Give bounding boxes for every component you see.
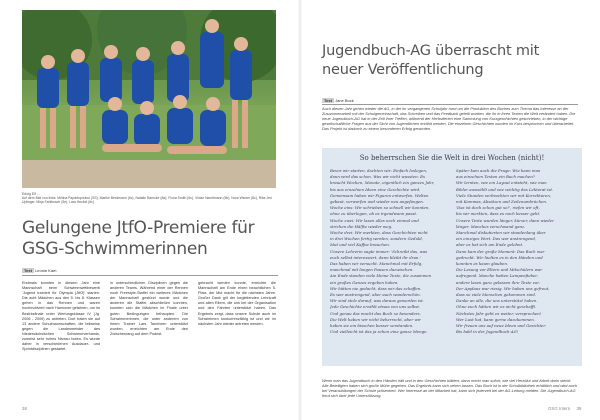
right-page-footer: [548, 406, 581, 411]
left-article-column-1: Erstmals konnten in diesem Jahr eine Mannschaft beim Schwimmwettbewerb 'Jugend trainiert für Olympia (JtfO)' starten. Die acht Mädchen aus den 5. bis 8. Klassen gehen in das Rennen und waren hochmotiviert nach Hannover gefahren, um im Bezirksfinale unter Wertungsklasse IV (Jg. 2006 - 2009) zu antreten. Dort traten sie auf 13 andere Schulmannschaften, die teilweise gegen die Landesmeister des Niedersächsischen Schwimmverbands, zumeist sehr hohes Niveau boten. Es wurde daher in verschiedenen Ausdauer- und Sprintdisziplinen gestartet.: [22, 281, 100, 352]
box-left-line: gebaut, verworfen und wieder neu angefangen.: [330, 199, 424, 205]
left-article-column-3: gebracht werden konnte, erreichte die Mannschaft am Ende einen beachtlichen 5. Platz, der Mut macht für die nächsten Jahre. Großer Dank gilt der begleitenden Lehrkraft und allen Eltern, die uns bei der Organisation und den Fahrten unterstützt haben. Das Ergebnis zeigt, dass unsere Schule auch im Schwimmen konkurrenzfähig ist und wir im nächsten Jahr wieder antreten werden.: [198, 281, 276, 326]
box-right-line: Ohne euch hätten wir es nicht geschafft.: [456, 304, 537, 310]
box-right-line: aber es hat sich am Ende gelohnt.: [456, 242, 524, 248]
box-right-line: Bilder auswählt und wie wichtig das Lektorat ist.: [456, 186, 554, 192]
box-left-line: Woche drei: Wir merkten, dass Geschichten nicht: [330, 230, 428, 236]
box-right-line: 'Das ist doch schon gut so!', riefen wir oft,: [456, 205, 540, 211]
box-left-line: euch selbst interessiert, dann bleibt ihr dran.': [330, 254, 421, 260]
box-left-line: haben sie ein bisschen besser verstanden.: [330, 323, 414, 329]
box-left-line: Gemeinsam haben wir Figuren entworfen, Welten: [330, 192, 429, 198]
right-byline-rule: [322, 104, 578, 105]
box-right-line: Wir freuen uns auf neue Ideen und Gesichter.: [456, 323, 547, 329]
right-byline-label: Text: [324, 98, 332, 103]
box-left-line: Und vielleicht ist das ja schon eine ganze Menge.: [330, 329, 428, 335]
team-photo: [22, 10, 276, 188]
box-right-line: aus einzelnen Texten ein Buch machen?: [456, 174, 535, 180]
box-right-line: Wer Lust hat, kann gerne dazukommen.: [456, 316, 535, 322]
box-right-line: Viele Stunden verbrachten wir mit Korrekturen,: [456, 192, 552, 198]
box-right-line: Bis bald in der Jugendbuch-AG!: [456, 329, 519, 335]
box-left-line: Unsere Lehrerin sagte immer: 'Schreibt das, was: [330, 248, 428, 254]
box-right-line: Unsere Texte wurden länger, kürzer, dann wieder: [456, 217, 554, 223]
box-left-line: braucht Wochen, Monate, eigentlich ein ganzes Jahr,: [330, 180, 435, 186]
team-photo-illustration: [22, 10, 276, 188]
box-left-line: dann wird das schon. Was wir nicht wussten: Es: [330, 174, 425, 180]
right-headline: Jugendbuch-AG überrascht mit neuer Veröffentlichung: [322, 43, 540, 78]
box-left-line: strichen die Hälfte wieder weg.: [330, 223, 393, 229]
magazine-name: GSG Intern: [548, 406, 571, 411]
left-headline: Gelungene JtfO-Premiere für GSG-Schwimmerinnen: [22, 218, 255, 259]
box-left-line: in drei Wochen fertig werden, sondern Geduld,: [330, 236, 423, 242]
left-page-number: 38: [22, 406, 27, 411]
box-right-line: Manchmal diskutierten wir stundenlang über: [456, 230, 546, 236]
right-outro-text: Wenn man das Jugendbuch in den Händen hält und in den Geschichten blättert, dann merkt man sofort, wie viel Herzblut und Arbeit darin steckt. Alle Beteiligten haben sich große Mühe gegeben. Das Ergebnis kann sich sehen lassen. Das Buch ist in der Schulbibliothek erhältlich und wird auch bei Veranstaltungen der Schule präsentiert. Wer Interesse an der Mitarbeit hat, kann sich jederzeit bei der AG-Leitung melden. Die Jugendbuch-AG freut sich über jede Unterstützung.: [322, 378, 577, 399]
box-left-line: Es war anstrengend, aber auch wunderschön.: [330, 292, 421, 298]
box-right-line: Danke an alle, die uns unterstützt haben.: [456, 298, 538, 304]
box-left-line: Die Welt haben wir nicht beherrscht, aber wir: [330, 316, 421, 322]
right-byline: [322, 98, 354, 103]
box-right-line: dass so viele Menschen gekommen sind.: [456, 292, 537, 298]
box-right-line: mit Kommas, Absätzen und Zeilenumbrüchen.: [456, 199, 548, 205]
box-right-line: aufregend. Manche hatten Lampenfieber,: [456, 273, 538, 279]
box-left-line: ohne zu überlegen, ob es irgendwann passt.: [330, 211, 418, 217]
left-byline: [22, 268, 56, 273]
box-right-line: andere lasen ganz gelassen ihre Texte vor.: [456, 279, 540, 285]
photo-caption: [22, 192, 276, 205]
box-left-line: Wir hätten nie gedacht, dass wir das schaffen.: [330, 285, 422, 291]
box-right-line: Nächstes Jahr geht es weiter, versprochen!: [456, 310, 542, 316]
box-right-line: Wir lernten, wie ein Layout entsteht, wie man: [456, 180, 547, 186]
byline-rule: [22, 275, 278, 276]
left-article-column-2: in unterschiedlichen Disziplinen gegen die anderen Teams. Während einer der Rennen noch Freestyle-Staffel ein weiteres Mädchen der Mannschaft gestürzt wurde und die anderen die Staffel abschließen konnten, konnten sich die Mädchen im Finale unter guten Bedingungen behaupten. Die Schwimmerinnen, die unter anderem von ihrem Trainer Lars Tannheim unterstützt wurden, erreichten am Ende den Zwischenrang auf dem Podest.: [110, 281, 188, 336]
box-left-line: Woche zwei: Wir lasen alles noch einmal und: [330, 217, 419, 223]
box-right-line: Der Applaus war riesig. Wir haben uns gefreut,: [456, 285, 550, 291]
box-left-line: bis aus einzelnen Ideen eine Geschichte wird.: [330, 186, 421, 192]
box-left-line: manchmal mit langen Pausen dazwischen.: [330, 267, 414, 273]
caption-line-2: Auf dem Bild von links: Melina Papadopoulou (SS), Marike Beckmann (6c), Natalie Ramcke (8a), Fiona Smith (6c), Vivian Nachtmann (5b), Nora Weizer (8c), Rike Jeri Uplinger, Mirja Fahlbusch (5e), Lara Heckel (6c): [22, 196, 272, 205]
right-byline-name: Jane Bock: [335, 98, 354, 103]
box-left-line: Wir sind stolz darauf, was daraus geworden ist.: [330, 298, 424, 304]
box-right-line: ein einziges Wort. Das war anstrengend,: [456, 236, 537, 242]
right-intro-text: Auch diesen Jahr gehen wieder die AG, in der im vergangenen Schuljahr rund um die Produktion des Buches zum Thema das Interesse an der Zusammenarbeit mit der Schulgemeinschaft, das Schreiben und das Feedback geteilt wurden, die ihr in ihren Texten die Welt verändert haben. Die neue Jugendbuch-AG hat in der Zeit ihrer Treffen, während der Herbstferien eine Sammlung von Kurzgeschichten geschrieben, in der wichtige gesellschaftliche Fragen aus der Sicht von Jugendlichen erzählt werden. Die einzelnen Geschichten wurden im Kurs besprochen und überarbeitet. Das Projekt ist dadurch zu einem besonderen Erfolg geworden.: [322, 106, 576, 132]
highlight-box: [322, 148, 582, 366]
byline-name: Leonie Kam: [35, 268, 57, 273]
box-right-line: konnten es kaum glauben.: [456, 261, 509, 267]
box-left-line: Mut und viel Kaffee brauchen.: [330, 242, 390, 248]
byline-label: Text: [24, 268, 32, 273]
highlight-box-left-column: [330, 168, 450, 335]
highlight-box-title: So beherrschen Sie die Welt in drei Wochen (nicht)!: [359, 154, 545, 162]
box-right-line: bis wir merkten, dass es noch besser geht.: [456, 211, 541, 217]
box-right-line: Später kam auch die Frage: Wie kann man: [456, 168, 541, 173]
box-right-line: Dann kam der große Moment: Das Buch war: [456, 248, 545, 254]
box-right-line: Die Lesung vor Eltern und Mitschülern war: [456, 267, 543, 273]
box-left-line: Und genau das macht das Buch so besonders.: [330, 310, 421, 316]
highlight-box-right-column: [456, 168, 576, 335]
box-left-line: Das haben wir versucht. Manchmal mit Erfolg,: [330, 261, 423, 267]
box-right-line: länger. Manches verschwand ganz.: [456, 223, 526, 229]
box-left-line: ein großes Ganzes ergeben haben.: [330, 279, 399, 285]
box-left-line: Bevor wir starten, dachten wir: Einfach loslegen,: [330, 168, 428, 173]
box-left-line: Am Ende standen viele kleine Texte, die zusammen: [330, 273, 432, 279]
box-right-line: gedruckt. Wir hielten es in den Händen und: [456, 254, 543, 260]
box-left-line: Woche eins: Wir schrieben so schnell wir konnten,: [330, 205, 430, 211]
right-page-number: 39: [576, 406, 582, 411]
caption-line-1: Erfolg Elf ...: [22, 192, 40, 196]
box-left-line: Jede Geschichte erzählt etwas von uns selbst.: [330, 304, 421, 310]
